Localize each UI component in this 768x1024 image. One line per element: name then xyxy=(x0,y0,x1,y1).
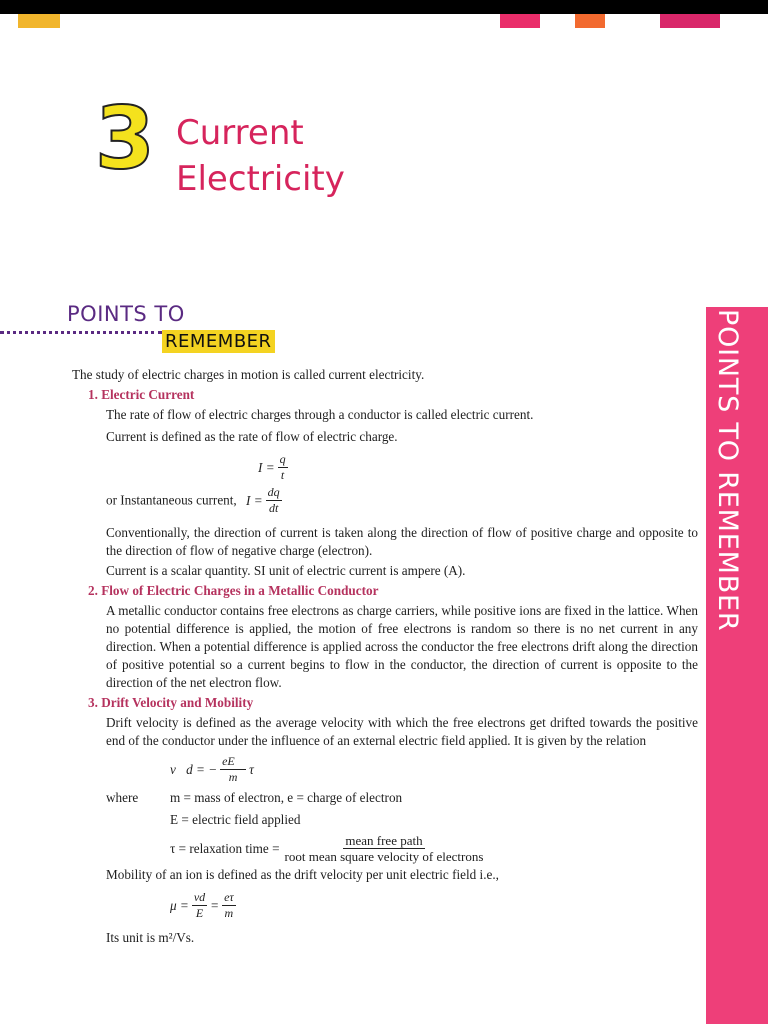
eq-denominator: m xyxy=(228,770,238,784)
section-heading: 1. Electric Current xyxy=(88,387,195,402)
banner-points-to: POINTS TO xyxy=(67,302,185,326)
where-relaxation-time xyxy=(170,833,488,864)
eq-denominator: m xyxy=(224,906,234,920)
paragraph: Drift velocity is defined as the average velocity with which the free electrons get drifted towards the positive end of the conductor under the influence of an external electric field applied. It is given by the relation xyxy=(106,715,698,748)
chapter-title xyxy=(176,110,345,202)
equation-instantaneous-current xyxy=(106,485,698,516)
chapter-title-line2: Electricity xyxy=(176,159,345,199)
eq-denominator: root mean square velocity of electrons xyxy=(284,849,484,864)
eq-numerator: mean free path xyxy=(345,833,423,848)
eq-tail: τ xyxy=(249,761,254,777)
eq-numerator: eE⃗ xyxy=(222,754,245,768)
eq-denominator: dt xyxy=(268,501,279,515)
eq-lhs: τ = relaxation time = xyxy=(170,840,280,856)
eq-denominator: E xyxy=(195,906,204,920)
paragraph: Its unit is m²/Vs. xyxy=(106,930,195,945)
section-flow-of-charges xyxy=(88,582,698,692)
paragraph: Current is defined as the rate of flow of electric charge. xyxy=(106,429,398,444)
paragraph: A metallic conductor contains free electrons as charge carriers, while positive ions are fixed in the lattice. When no potential difference is applied, the motion of free electrons is random so there is no net current in any direction. When a potential difference is applied across the conductor the free electrons drift along the direction of positive potential so a current begins to flow in the conductor, the direction of current is opposite to the direction of the net electron flow. xyxy=(106,603,698,690)
banner-dotted-rule xyxy=(0,331,162,334)
eq-lhs: μ = xyxy=(170,897,189,913)
eq-numerator: eτ xyxy=(224,890,234,904)
where-line: E = electric field applied xyxy=(170,812,301,827)
decor-magenta-strip xyxy=(660,14,720,28)
eq-prefix: or Instantaneous current, xyxy=(106,492,237,508)
side-tab-label: POINTS TO REMEMBER xyxy=(712,309,743,632)
main-content xyxy=(72,366,698,947)
equation-drift-velocity xyxy=(170,754,698,785)
intro-text: The study of electric charges in motion is called current electricity. xyxy=(72,367,425,382)
eq-lhs: I = xyxy=(246,492,263,508)
eq-numerator: dq xyxy=(267,485,280,499)
where-block xyxy=(106,789,698,864)
decor-pink-strip xyxy=(500,14,540,28)
eq-equals: = xyxy=(210,897,220,913)
eq-numerator: vd xyxy=(193,890,206,904)
eq-denominator: t xyxy=(280,468,285,482)
equation-mobility xyxy=(170,890,698,921)
eq-lhs: v⃗d = − xyxy=(170,761,218,777)
section-drift-velocity xyxy=(88,694,698,947)
paragraph: Current is a scalar quantity. SI unit of electric current is ampere (A). xyxy=(106,563,466,578)
paragraph: Mobility of an ion is defined as the drift velocity per unit electric field i.e., xyxy=(106,867,499,882)
side-tab xyxy=(706,307,768,1024)
top-black-bar xyxy=(0,0,768,14)
chapter-number: 3 xyxy=(95,89,155,189)
where-line: m = mass of electron, e = charge of electron xyxy=(170,790,403,805)
eq-numerator: q xyxy=(279,452,286,466)
banner-remember: REMEMBER xyxy=(162,330,275,353)
equation-current xyxy=(258,452,698,483)
paragraph: The rate of flow of electric charges through a conductor is called electric current. xyxy=(106,407,534,422)
decor-yellow-strip xyxy=(18,14,60,28)
section-heading: 2. Flow of Electric Charges in a Metallic Conductor xyxy=(88,583,379,598)
paragraph: Conventionally, the direction of current is taken along the direction of flow of positive charge and opposite to the direction of flow of negative charge (electron). xyxy=(106,525,698,558)
section-electric-current xyxy=(88,386,698,580)
eq-lhs: I = xyxy=(258,459,275,475)
decor-orange-strip xyxy=(575,14,605,28)
section-heading: 3. Drift Velocity and Mobility xyxy=(88,695,254,710)
where-label: where xyxy=(106,790,139,805)
chapter-title-line1: Current xyxy=(176,113,304,153)
